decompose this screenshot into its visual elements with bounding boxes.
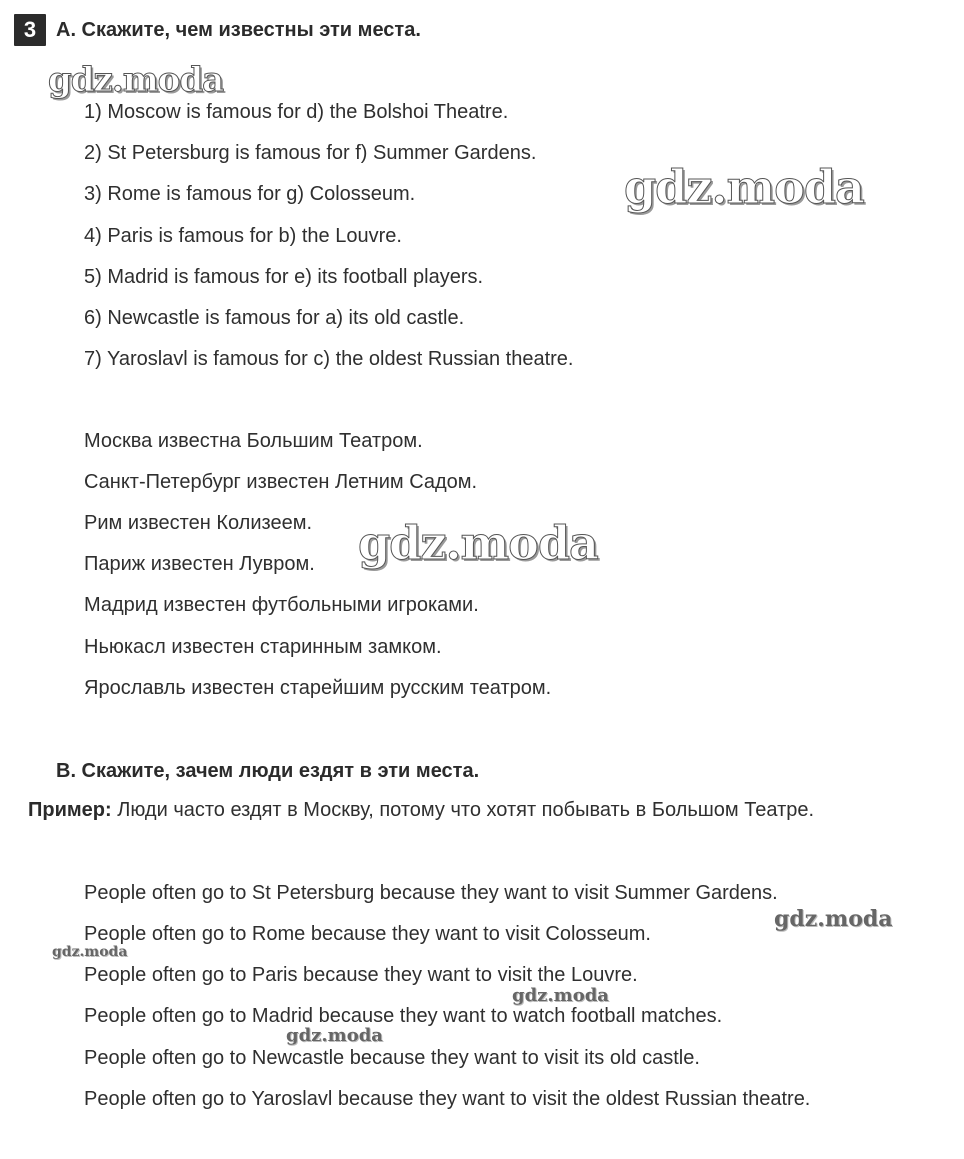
watermark-logo: gdz.moda [286,1025,383,1046]
russian-translation-line: Ярославль известен старейшим русским театром. [84,677,552,699]
russian-translation-line: Ньюкасл известен старинным замком. [84,636,442,658]
watermark-logo: gdz.moda [512,985,609,1006]
english-answer-line: 7) Yaroslavl is famous for c) the oldest Russian theatre. [84,348,574,370]
russian-translation-line: Париж известен Лувром. [84,553,315,575]
watermark-logo: gdz.moda [774,906,893,932]
part-b-answer-line: People often go to Newcastle because they want to visit its old castle. [84,1047,700,1069]
english-answer-line: 5) Madrid is famous for e) its football players. [84,266,484,288]
watermark-logo: gdz.moda [624,160,864,214]
russian-translation-line: Москва известна Большим Театром. [84,430,423,452]
russian-translation-line: Рим известен Колизеем. [84,512,313,534]
part-b-answer-line: People often go to Rome because they want to visit Colosseum. [84,923,651,945]
part-b-heading: В. Скажите, зачем люди ездят в эти места. [56,760,480,782]
english-answer-line: 2) St Petersburg is famous for f) Summer Gardens. [84,142,537,164]
example-label: Пример: [28,799,112,821]
part-a-heading: А. Скажите, чем известны эти места. [56,19,421,41]
part-b-answer-line: People often go to Madrid because they want to watch football matches. [84,1005,723,1027]
watermark-logo: gdz.moda [358,516,598,570]
example-text: Люди часто ездят в Москву, потому что хотят побывать в Большом Театре. [111,799,815,821]
english-answer-line: 1) Moscow is famous for d) the Bolshoi Theatre. [84,101,509,123]
russian-translation-line: Мадрид известен футбольными игроками. [84,594,479,616]
watermark-logo: gdz.moda [48,60,224,100]
part-b-answer-line: People often go to St Petersburg because they want to visit Summer Gardens. [84,882,778,904]
english-answer-line: 3) Rome is famous for g) Colosseum. [84,183,416,205]
watermark-logo: gdz.moda [52,944,128,960]
example-sentence [28,799,814,822]
part-b-answer-line: People often go to Paris because they want to visit the Louvre. [84,964,638,986]
part-b-answer-line: People often go to Yaroslavl because they want to visit the oldest Russian theatre. [84,1088,811,1110]
english-answer-line: 6) Newcastle is famous for a) its old castle. [84,307,465,329]
task-number-badge: 3 [14,14,46,46]
russian-translation-line: Санкт-Петербург известен Летним Садом. [84,471,478,493]
english-answer-line: 4) Paris is famous for b) the Louvre. [84,225,402,247]
